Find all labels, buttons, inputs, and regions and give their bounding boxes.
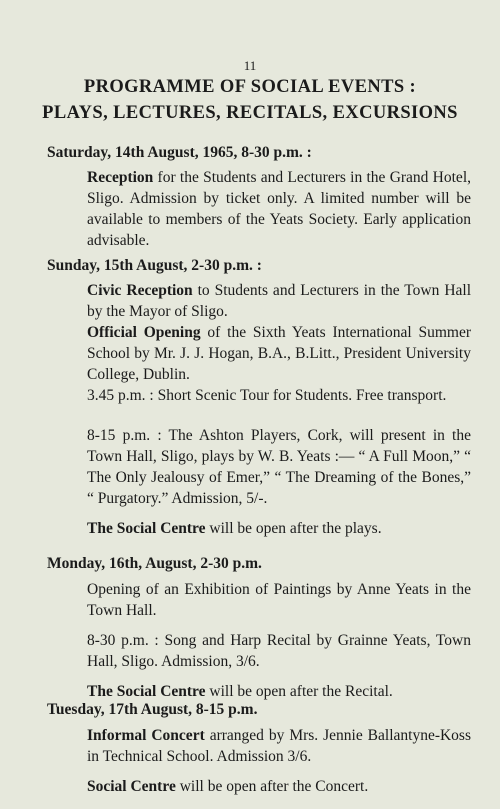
item-text: to Students and Lecturers in the Town Hall by the Mayor of Sligo. xyxy=(87,282,471,320)
event-body-saturday xyxy=(87,167,471,251)
item-text: will be open after the Concert. xyxy=(175,778,369,795)
event-item xyxy=(87,280,471,322)
item-bold-label: The Social Centre xyxy=(87,683,206,700)
event-heading-tuesday: Tuesday, 17th August, 8-15 p.m. xyxy=(47,701,258,718)
item-bold-label: Social Centre xyxy=(87,778,176,795)
item-bold-label: Informal Concert xyxy=(87,727,205,744)
event-item xyxy=(87,425,471,509)
event-heading-saturday: Saturday, 14th August, 1965, 8-30 p.m. : xyxy=(47,144,312,161)
event-body-monday xyxy=(87,579,471,702)
item-text: arranged by Mrs. Jennie Ballantyne-Koss in Technical School. Admission 3/6. xyxy=(87,727,471,765)
event-item xyxy=(87,385,471,406)
event-item xyxy=(87,579,471,621)
event-item xyxy=(87,167,471,251)
item-text: will be open after the plays. xyxy=(205,520,382,537)
event-item xyxy=(87,681,471,702)
page-title-line-2: PLAYS, LECTURES, RECITALS, EXCURSIONS xyxy=(42,103,458,123)
event-item xyxy=(87,725,471,767)
item-text: will be open after the Recital. xyxy=(205,683,393,700)
item-text: 8-15 p.m. : The Ashton Players, Cork, will present in the Town Hall, Sligo, plays by W. B. Yeats :— “ A Full Moon,” “ The Only Jealousy of Emer,” “ The Dreaming of the Bones,” “ Purgatory.” Admission, 5/-. xyxy=(87,427,471,507)
event-item xyxy=(87,322,471,385)
event-item xyxy=(87,630,471,672)
item-text: Opening of an Exhibition of Paintings by Anne Yeats in the Town Hall. xyxy=(87,581,471,619)
event-heading-monday: Monday, 16th, August, 2-30 p.m. xyxy=(47,555,262,572)
event-item xyxy=(87,518,471,539)
item-text: of the Sixth Yeats International Summer School by Mr. J. J. Hogan, B.A., B.Litt., President University College, Dublin. xyxy=(87,324,471,383)
event-body-sunday xyxy=(87,280,471,539)
item-bold-label: The Social Centre xyxy=(87,520,206,537)
item-text: 8-30 p.m. : Song and Harp Recital by Grainne Yeats, Town Hall, Sligo. Admission, 3/6. xyxy=(87,632,471,670)
page-title-line-1: PROGRAMME OF SOCIAL EVENTS : xyxy=(83,77,417,97)
event-item xyxy=(87,776,471,797)
item-bold-label: Official Opening xyxy=(87,324,201,341)
item-bold-label: Reception xyxy=(87,169,154,186)
event-heading-sunday: Sunday, 15th August, 2-30 p.m. : xyxy=(47,257,262,274)
page-number: 11 xyxy=(243,58,257,73)
item-bold-label: Civic Reception xyxy=(87,282,193,299)
event-body-tuesday xyxy=(87,725,471,797)
item-text: 3.45 p.m. : Short Scenic Tour for Students. Free transport. xyxy=(87,387,447,404)
item-text: for the Students and Lecturers in the Grand Hotel, Sligo. Admission by ticket only. A limited number will be available to members of the Yeats Society. Early application advisable. xyxy=(87,169,471,249)
